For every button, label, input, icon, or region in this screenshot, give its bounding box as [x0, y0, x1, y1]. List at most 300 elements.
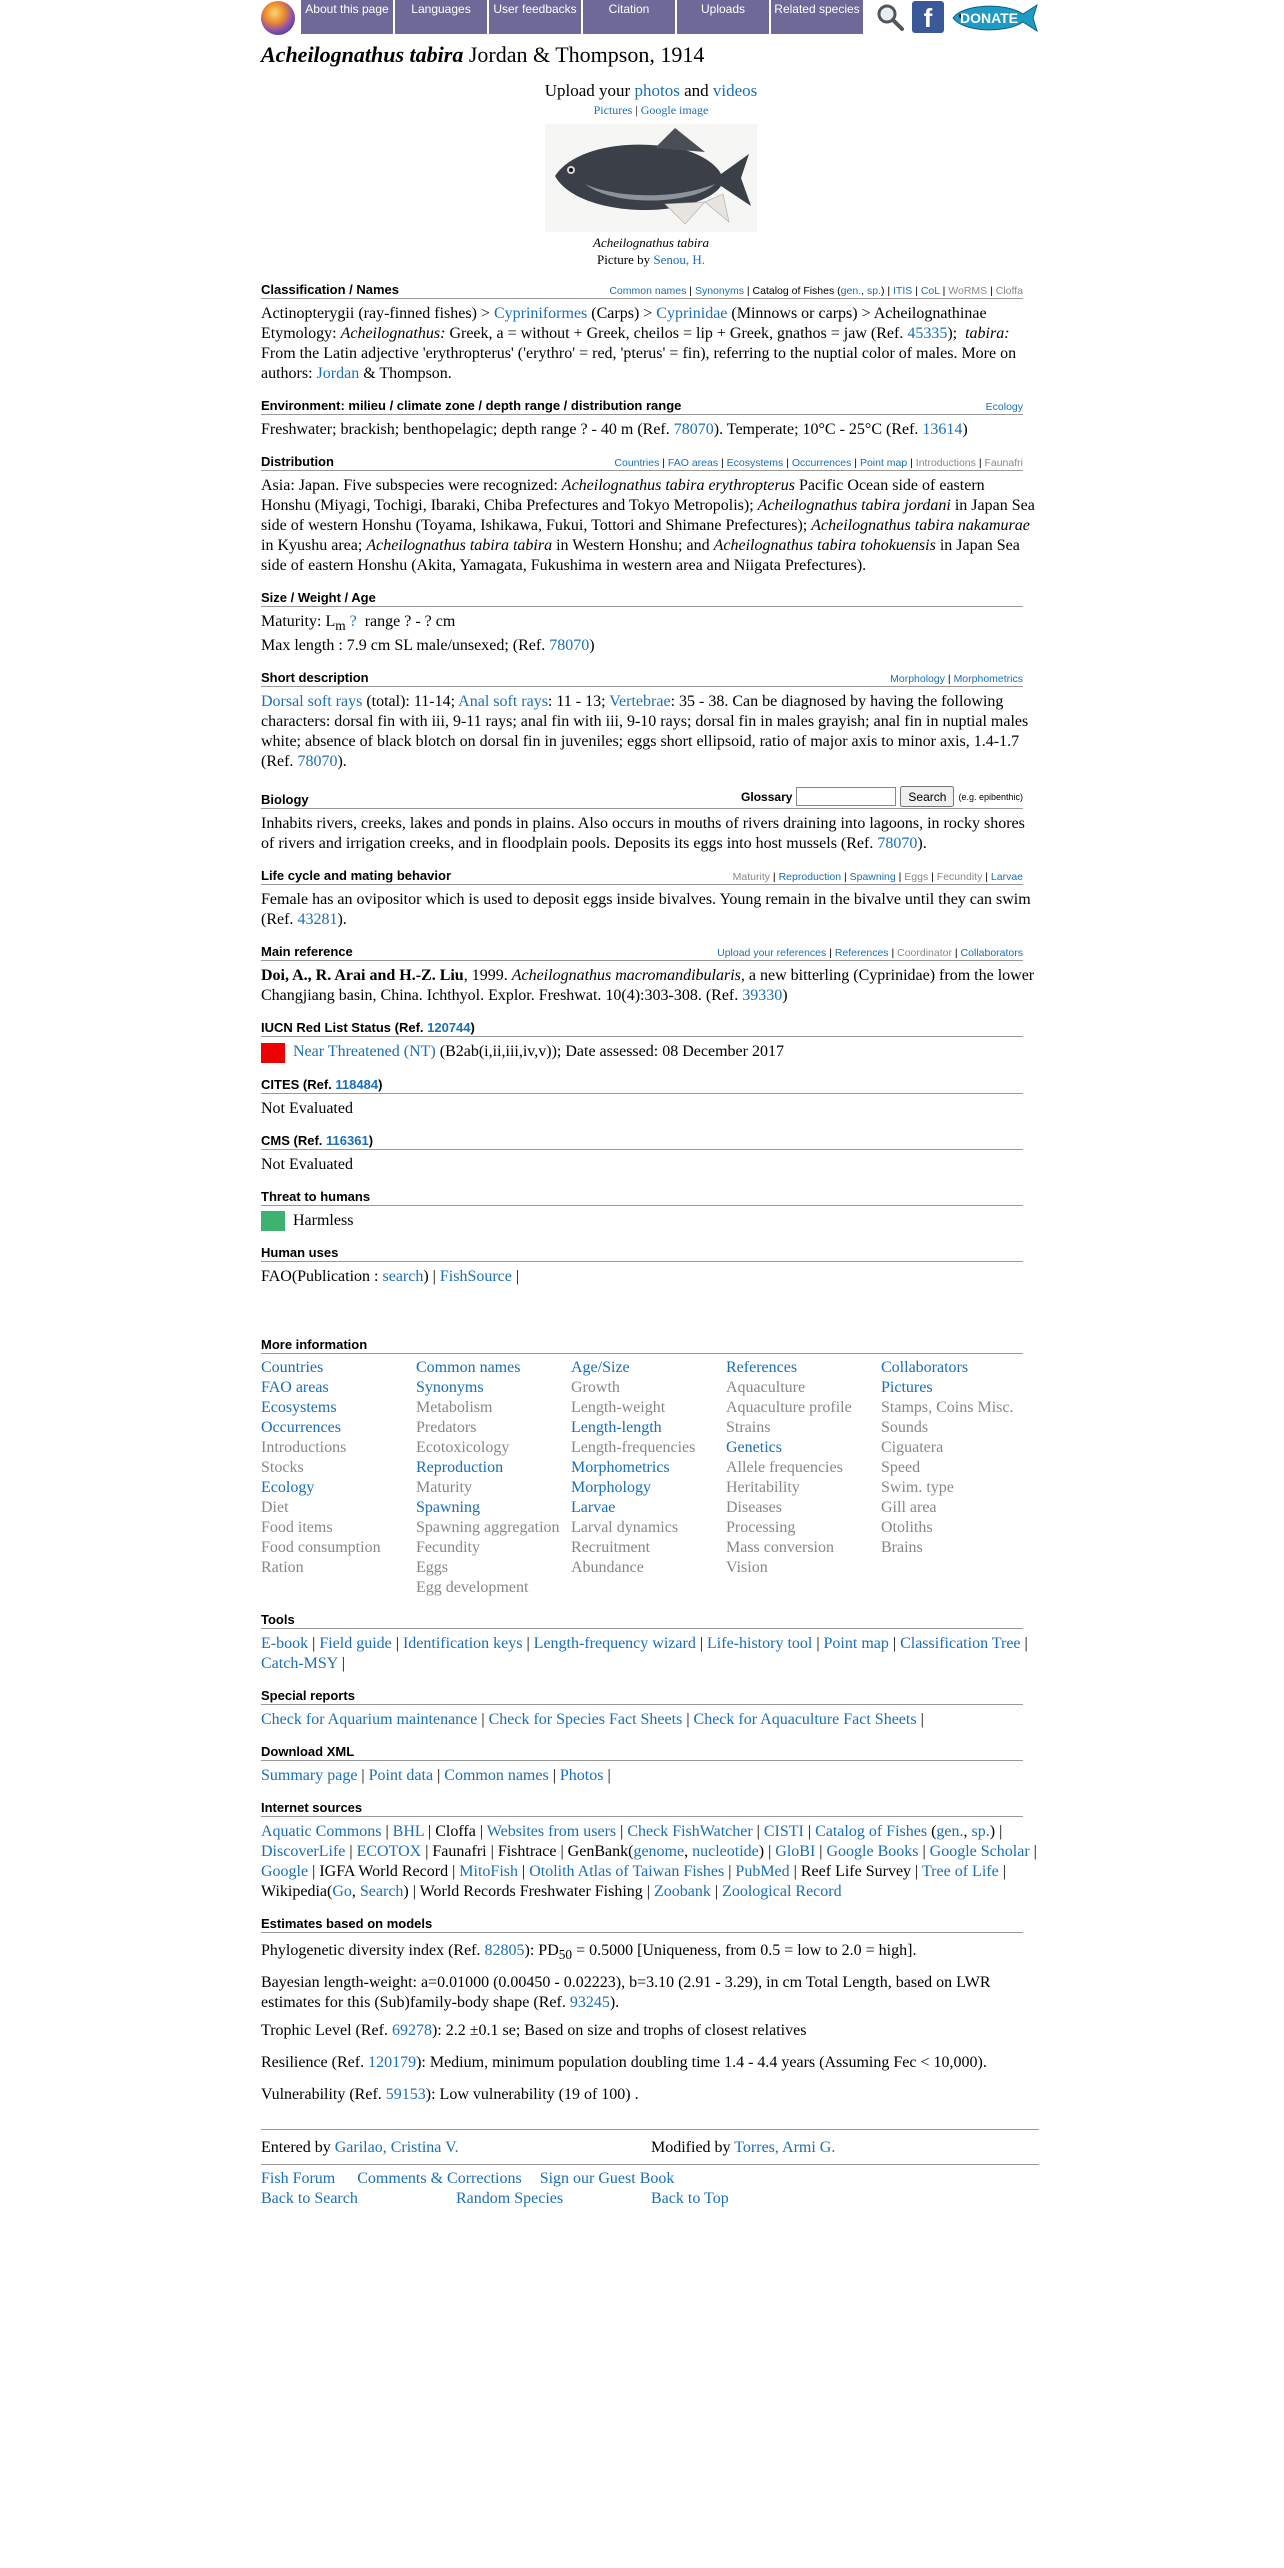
glossary-search — [741, 786, 1023, 807]
dorsal-soft-rays-link[interactable]: Dorsal soft rays — [261, 693, 363, 711]
more-info-link[interactable]: Length-weight — [571, 1398, 666, 1416]
collaborators-link[interactable]: Collaborators — [960, 947, 1023, 960]
lifecycle-links: Maturity | Reproduction | Spawning | Eggs | Fecundity | Larvae — [732, 871, 1023, 884]
nav-languages-button[interactable]: Languages — [395, 0, 489, 34]
synonyms-link[interactable]: Synonyms — [694, 285, 744, 297]
guest-book-link[interactable]: Sign our Guest Book — [539, 2170, 675, 2188]
section-title: Distribution — [261, 454, 334, 469]
more-info-column — [416, 1358, 571, 1598]
introductions-link[interactable]: Introductions — [915, 457, 976, 469]
vul-text: ): Low vulnerability (19 of 100) . — [425, 2086, 639, 2104]
separator: | — [433, 1766, 445, 1784]
ref-link[interactable]: 69278 — [391, 2022, 432, 2040]
fao-areas-link[interactable]: FAO areas — [667, 457, 719, 469]
facebook-icon[interactable]: f — [912, 1, 944, 33]
family-link[interactable]: Cyprinidae — [656, 305, 728, 322]
catalog-end: ) — [880, 285, 885, 297]
maturity-sub: m — [335, 618, 346, 634]
iucn-status-swatch — [261, 1043, 285, 1063]
environment-text: ). Temperate; 10°C - 25°C (Ref. — [713, 421, 919, 438]
more-info-link[interactable]: Occurrences — [261, 1418, 341, 1436]
separator: | — [812, 1634, 824, 1652]
special-reports-list — [261, 1710, 1037, 1730]
more-info-link[interactable]: Diet — [261, 1498, 289, 1516]
reference-links: Upload your references | References | Coordinator | Collaborators — [717, 947, 1023, 960]
more-info-link[interactable]: Age/Size — [571, 1358, 630, 1376]
fish-forum-link[interactable]: Fish Forum — [261, 2170, 336, 2188]
ref-link[interactable]: 13614 — [922, 421, 963, 438]
desc-text: : 35 - 38. Can be diagnosed by having the following characters: dorsal fin with iii, 9-11 rays; anal fin with iii, 9-10 rays; dorsal fin in males grayish; anal fin in nuptial males white; absence of black blotch on dorsal fin in juveniles; eggs short ellipsoid, ratio of major axis to minor axis, 1.4-1.7 (Ref. — [261, 693, 1029, 771]
ref-link[interactable]: 118484 — [335, 1076, 379, 1092]
footer-links-1 — [261, 2169, 1039, 2189]
species-author: Jordan & Thompson, 1914 — [468, 42, 705, 67]
section-title — [261, 1077, 382, 1092]
upload-and: and — [684, 81, 709, 100]
eggs-link[interactable]: Eggs — [904, 871, 929, 884]
caption-species: Acheilognathus tabira — [593, 235, 709, 250]
tool-link[interactable]: Life-history tool — [707, 1634, 813, 1652]
close-paren: ) — [782, 987, 788, 1005]
cms-section — [261, 1133, 1041, 1175]
cites-text: Not Evaluated — [261, 1099, 353, 1117]
common-names-link[interactable]: Common names — [609, 285, 687, 297]
separator: | — [916, 1710, 924, 1728]
cisti-link[interactable]: CISTI — [763, 1822, 804, 1840]
subspecies-name: Acheilognathus tabira nakamurae — [811, 517, 1030, 534]
res-text: ): Medium, minimum population doubling time 1.4 - 4.4 years (Assuming Fec < 10,000). — [416, 2054, 987, 2072]
modified-by-label: Modified by — [651, 2139, 731, 2157]
donate-label: DONATE — [959, 10, 1019, 26]
websites-from-users-link[interactable]: Websites from users — [486, 1822, 617, 1840]
classification-section — [261, 282, 1041, 384]
entered-by-link[interactable]: Garilao, Cristina V. — [334, 2139, 459, 2157]
dist-text: in Japan Sea side of western Honshu (Toyama, Ishikawa, Fukui, Tottori and Shimane Prefectures); — [261, 497, 1035, 534]
globi-link[interactable]: GloBI — [775, 1842, 816, 1860]
tools-section — [261, 1612, 1041, 1674]
google-image-link[interactable]: Google image — [640, 103, 709, 117]
genbank-text: GenBank( — [567, 1842, 634, 1860]
catalog-of-fishes-link[interactable]: Catalog of Fishes — [815, 1822, 928, 1840]
nav-user-feedbacks-button[interactable]: User feedbacks — [489, 0, 583, 34]
fishtrace-text: Fishtrace — [497, 1842, 557, 1860]
close-paren: ). — [337, 911, 347, 929]
fao-search-link[interactable]: search — [382, 1267, 424, 1285]
larvae-link[interactable]: Larvae — [990, 871, 1023, 884]
troph-text: ): 2.2 ±0.1 se; Based on size and trophs of closest relatives — [431, 2022, 807, 2040]
more-info-link[interactable]: Ration — [261, 1558, 304, 1576]
special-reports-section — [261, 1688, 1041, 1730]
environment-text: Freshwater; brackish; benthopelagic; depth range ? - 40 m (Ref. — [261, 421, 670, 438]
fishbase-logo-icon[interactable] — [261, 1, 295, 35]
nav-buttons — [301, 0, 865, 34]
section-title: Estimates based on models — [261, 1915, 433, 1931]
fishwatcher-link[interactable]: Check FishWatcher — [627, 1822, 753, 1840]
size-section — [261, 590, 1041, 656]
cites-section — [261, 1077, 1041, 1119]
res-text: Resilience (Ref. — [261, 2054, 365, 2072]
photographer-link[interactable]: Senou, H. — [653, 252, 705, 267]
page-title — [261, 40, 1041, 70]
human-text: ) | — [423, 1267, 436, 1285]
cloffa-link[interactable]: Cloffa — [995, 285, 1023, 297]
more-info-link[interactable]: Aquaculture profile — [726, 1398, 852, 1416]
section-title: Size / Weight / Age — [261, 590, 376, 605]
distribution-links: Countries | FAO areas | Ecosystems | Occurrences | Point map | Introductions | Faunafri — [614, 457, 1023, 469]
upload-line — [261, 80, 1041, 102]
google-scholar-link[interactable]: Google Scholar — [929, 1842, 1030, 1860]
tool-link[interactable]: Point map — [823, 1634, 889, 1652]
short-description-section — [261, 670, 1041, 772]
fish-picture[interactable] — [545, 124, 757, 232]
faunafri-link[interactable]: Faunafri — [984, 457, 1023, 469]
vul-text: Vulnerability (Ref. — [261, 2086, 382, 2104]
dist-text: in Kyushu area; — [261, 537, 363, 554]
vertebrae-link[interactable]: Vertebrae — [609, 693, 671, 711]
zoological-record-link[interactable]: Zoological Record — [722, 1882, 842, 1900]
pubmed-link[interactable]: PubMed — [735, 1862, 790, 1880]
more-info-link[interactable]: Stamps, Coins Misc. — [881, 1398, 1014, 1416]
google-books-link[interactable]: Google Books — [826, 1842, 919, 1860]
close-paren: ) — [470, 1020, 475, 1036]
order-link[interactable]: Cypriniformes — [493, 305, 588, 322]
section-title: Tools — [261, 1611, 295, 1627]
itis-link[interactable]: ITIS — [893, 285, 913, 297]
ref-link[interactable]: 78070 — [549, 637, 590, 655]
references-link[interactable]: References — [834, 947, 889, 960]
worms-link[interactable]: WoRMS — [948, 285, 988, 297]
main-reference-section — [261, 944, 1041, 1006]
more-info-link[interactable]: Allele frequencies — [726, 1458, 843, 1476]
nucleotide-link[interactable]: nucleotide — [692, 1842, 759, 1860]
etymology — [261, 324, 1037, 384]
upload-videos-link[interactable]: videos — [712, 81, 758, 100]
modified-by-link[interactable]: Torres, Armi G. — [734, 2139, 836, 2157]
ref-link[interactable]: 82805 — [484, 1941, 525, 1959]
glossary-search-button[interactable]: Search — [900, 786, 954, 807]
reference-year: , 1999. — [463, 967, 508, 985]
tool-link[interactable]: Classification Tree — [900, 1634, 1021, 1652]
more-info-link[interactable]: Morphology — [571, 1478, 651, 1496]
countries-link[interactable]: Countries — [614, 457, 660, 469]
wikipedia-go-link[interactable]: Go — [332, 1882, 352, 1900]
more-information-grid — [261, 1358, 1041, 1598]
google-link[interactable]: Google — [261, 1862, 309, 1880]
more-info-link[interactable]: Maturity — [416, 1478, 472, 1496]
section-title: Main reference — [261, 944, 353, 960]
distribution-text — [261, 476, 1037, 576]
more-info-link[interactable]: Length-frequencies — [571, 1438, 696, 1456]
download-xml-link[interactable]: Photos — [559, 1766, 604, 1784]
more-info-link[interactable]: Predators — [416, 1418, 477, 1436]
more-info-link[interactable]: Otoliths — [881, 1518, 933, 1536]
special-report-link[interactable]: Check for Species Fact Sheets — [488, 1710, 683, 1728]
iucn-status-link[interactable]: Near Threatened (NT) — [293, 1043, 436, 1061]
more-info-link[interactable]: Heritability — [726, 1478, 800, 1496]
genome-link[interactable]: genome — [633, 1842, 685, 1860]
entered-by-label: Entered by — [261, 2139, 331, 2157]
catalog-gen-link[interactable]: gen. — [840, 285, 862, 297]
more-info-link[interactable]: Processing — [726, 1518, 796, 1536]
section-title — [261, 1020, 475, 1035]
download-xml-section — [261, 1744, 1041, 1786]
maturity-label: Maturity: L — [261, 613, 336, 630]
otolith-atlas-link[interactable]: Otolith Atlas of Taiwan Fishes — [529, 1862, 725, 1880]
more-info-link[interactable]: Food consumption — [261, 1538, 381, 1556]
glossary-example: (e.g. epibenthic) — [958, 791, 1023, 802]
tool-link[interactable]: Catch-MSY — [261, 1654, 338, 1672]
tools-list — [261, 1634, 1037, 1674]
ref-link[interactable]: 59153 — [385, 2086, 426, 2104]
tool-link[interactable]: E-book — [261, 1634, 309, 1652]
section-title: Threat to humans — [261, 1188, 371, 1204]
resilience — [261, 2053, 1037, 2073]
species-name: Acheilognathus tabira — [261, 42, 464, 67]
biology-text: Inhabits rivers, creeks, lakes and ponds in plains. Also occurs in mouths of rivers draining into lagoons, in rocky shores of rivers and irrigation creeks, and in floodplain pools. Deposits its eggs into host mussels (Ref. — [261, 815, 1025, 853]
section-title: Biology — [261, 792, 309, 808]
more-info-link[interactable]: Diseases — [726, 1498, 782, 1516]
nav-about-button[interactable]: About this page — [301, 0, 395, 34]
more-info-link[interactable]: FAO areas — [261, 1378, 329, 1396]
point-map-link[interactable]: Point map — [859, 457, 908, 469]
ref-link[interactable]: 78070 — [673, 421, 714, 438]
section-title: Classification / Names — [261, 282, 399, 297]
more-info-link[interactable]: Food items — [261, 1518, 333, 1536]
comments-corrections-link[interactable]: Comments & Corrections — [357, 2170, 522, 2188]
author-jordan-link[interactable]: Jordan — [316, 365, 360, 382]
human-uses-section — [261, 1245, 1041, 1287]
more-info-link[interactable]: Gill area — [881, 1498, 937, 1516]
more-info-link[interactable]: References — [726, 1358, 798, 1376]
tool-link[interactable]: Identification keys — [402, 1634, 523, 1652]
section-title: Special reports — [261, 1687, 355, 1703]
maturity-line — [261, 612, 1037, 636]
catalog-sp-link[interactable]: sp. — [971, 1822, 990, 1840]
pd-sub: 50 — [558, 1947, 573, 1963]
threat-text: Harmless — [293, 1211, 354, 1229]
pictures-link[interactable]: Pictures — [593, 103, 633, 117]
more-info-link[interactable]: Ciguatera — [881, 1438, 944, 1456]
more-info-link[interactable]: Spawning — [416, 1498, 480, 1516]
reproduction-link[interactable]: Reproduction — [778, 871, 842, 884]
more-info-link[interactable]: Spawning aggregation — [416, 1518, 560, 1536]
download-xml-link[interactable]: Summary page — [261, 1766, 358, 1784]
more-info-link[interactable]: Larval dynamics — [571, 1518, 679, 1536]
more-info-link[interactable]: Pictures — [881, 1378, 933, 1396]
more-info-link[interactable]: Ecotoxicology — [416, 1438, 510, 1456]
back-to-search-link[interactable]: Back to Search — [261, 2190, 358, 2208]
separator: | — [337, 1654, 345, 1672]
bhl-link[interactable]: BHL — [392, 1822, 425, 1840]
bayesian-length-weight — [261, 1973, 1037, 2013]
glossary-input[interactable] — [796, 787, 896, 806]
more-info-link[interactable]: Genetics — [726, 1438, 782, 1456]
ref-link[interactable]: 39330 — [742, 987, 783, 1005]
iucn-text: (B2ab(i,ii,iii,iv,v)); Date assessed: 08 December 2017 — [439, 1043, 784, 1061]
maturity-range: range ? - ? cm — [364, 613, 456, 630]
max-length-line — [261, 636, 1037, 656]
mitofish-link[interactable]: MitoFish — [459, 1862, 518, 1880]
separator: | — [308, 1634, 320, 1652]
ref-link[interactable]: 45335 — [907, 325, 948, 342]
threat-section — [261, 1189, 1041, 1231]
bayes-text: ). — [609, 1994, 620, 2012]
occurrences-link[interactable]: Occurrences — [791, 457, 852, 469]
lifecycle-text: Female has an ovipositor which is used to deposit eggs inside bivalves. Young remain in the bivalve until they can swim (Ref. — [261, 891, 1031, 929]
subspecies-name: Acheilognathus tabira jordani — [757, 497, 951, 514]
maturity-link[interactable]: Maturity — [732, 871, 771, 884]
spawning-link[interactable]: Spawning — [849, 871, 896, 884]
catalog-sp-link[interactable]: sp. — [866, 285, 881, 297]
pd-text: Phylogenetic diversity index (Ref. — [261, 1941, 481, 1959]
etym-text: From the Latin adjective 'erythropterus' ('erythro' = red, 'pterus' = fin), referring to the nuptial color of males. More on authors: — [261, 345, 1017, 382]
separator: | — [357, 1766, 369, 1784]
more-info-link[interactable]: Metabolism — [416, 1398, 493, 1416]
close-paren: ) — [589, 637, 595, 655]
cms-text: Not Evaluated — [261, 1155, 353, 1173]
more-info-link[interactable]: Recruitment — [571, 1538, 651, 1556]
section-title — [261, 1133, 373, 1148]
ref-link[interactable]: 120179 — [368, 2054, 417, 2072]
more-info-link[interactable]: Ecosystems — [261, 1398, 337, 1416]
download-xml-link[interactable]: Common names — [444, 1766, 549, 1784]
more-info-link[interactable]: Collaborators — [881, 1358, 969, 1376]
more-info-link[interactable]: Abundance — [571, 1558, 644, 1576]
desc-text: : 11 - 13; — [547, 693, 606, 711]
ref-link[interactable]: 116361 — [326, 1132, 369, 1148]
taxonomy-family-common: (Minnows or carps) > Acheilognathinae — [731, 305, 987, 322]
close-paren: ). — [337, 753, 347, 771]
more-info-link[interactable]: Larvae — [571, 1498, 616, 1516]
separator: | — [515, 1267, 520, 1285]
subspecies-name: Acheilognathus tabira erythropterus — [561, 477, 795, 494]
fishsource-link[interactable]: FishSource — [439, 1267, 512, 1285]
more-info-link[interactable]: Eggs — [416, 1558, 448, 1576]
back-to-top-link[interactable]: Back to Top — [651, 2190, 729, 2208]
ref-link[interactable]: 43281 — [297, 911, 338, 929]
morphometrics-link[interactable]: Morphometrics — [953, 673, 1023, 686]
fecundity-link[interactable]: Fecundity — [936, 871, 983, 884]
catalog-label: Catalog of Fishes ( — [752, 285, 841, 297]
search-icon[interactable] — [875, 2, 905, 32]
more-info-link[interactable]: Mass conversion — [726, 1538, 834, 1556]
close-paren: ). — [917, 835, 927, 853]
trophic-level — [261, 2021, 1037, 2041]
donate-button[interactable] — [949, 2, 1041, 34]
etym-text: Greek, a = without + Greek, cheilos = lip + Greek, gnathos = jaw (Ref. — [449, 325, 904, 342]
taxonomy-class: Actinopterygii (ray-finned fishes) > — [261, 305, 490, 322]
ecology-link[interactable]: Ecology — [985, 401, 1023, 413]
environment-text: ) — [962, 421, 968, 438]
cloffa-text: Cloffa — [435, 1822, 476, 1840]
wikipedia-search-link[interactable]: Search — [359, 1882, 404, 1900]
more-info-link[interactable]: Common names — [416, 1358, 521, 1376]
more-info-link[interactable]: Brains — [881, 1538, 923, 1556]
dist-text: Pacific Ocean side of eastern Honshu (Miyagi, Tochigi, Ibaraki, Chiba Prefectures and Tokyo Metropolis); — [261, 477, 985, 514]
ref-link[interactable]: 78070 — [877, 835, 918, 853]
ecotox-link[interactable]: ECOTOX — [356, 1842, 422, 1860]
close-paren: ) — [368, 1132, 374, 1148]
desc-text: (total): 11-14; — [366, 693, 456, 711]
close-paren: ) — [378, 1076, 383, 1092]
tool-link[interactable]: Field guide — [319, 1634, 392, 1652]
section-title: Short description — [261, 670, 369, 686]
nav-related-species-button[interactable]: Related species — [771, 0, 865, 34]
iucn-title: IUCN Red List Status (Ref. — [261, 1020, 424, 1036]
internet-sources-section — [261, 1800, 1041, 1902]
upload-references-link[interactable]: Upload your references — [717, 947, 827, 960]
biology-section — [261, 786, 1041, 854]
anal-soft-rays-link[interactable]: Anal soft rays — [458, 693, 548, 711]
ecosystems-link[interactable]: Ecosystems — [726, 457, 784, 469]
pd-text: = 0.5000 [Uniqueness, from 0.5 = low to 2.0 = high]. — [576, 1941, 917, 1959]
morphology-link[interactable]: Morphology — [890, 673, 945, 686]
more-info-link[interactable]: Synonyms — [416, 1378, 484, 1396]
download-xml-link[interactable]: Point data — [368, 1766, 434, 1784]
coordinator-link[interactable]: Coordinator — [897, 947, 952, 960]
ref-link[interactable]: 120744 — [427, 1020, 471, 1036]
more-info-link[interactable]: Speed — [881, 1458, 921, 1476]
subspecies-name: Acheilognathus tabira tohokuensis — [713, 537, 936, 554]
separator: | — [522, 1634, 534, 1652]
separator: | — [1020, 1634, 1028, 1652]
more-info-link[interactable]: Strains — [726, 1418, 771, 1436]
more-info-link[interactable]: Introductions — [261, 1438, 347, 1456]
more-info-link[interactable]: Reproduction — [416, 1458, 504, 1476]
more-info-link[interactable]: Ecology — [261, 1478, 315, 1496]
upload-photos-link[interactable]: photos — [634, 81, 680, 100]
estimates-section — [261, 1916, 1041, 2105]
more-info-link[interactable]: Sounds — [881, 1418, 929, 1436]
bayes-text: Bayesian length-weight: a=0.01000 (0.00450 - 0.02223), b=3.10 (2.91 - 3.29), in cm Total Length, based on LWR estimates for this (Sub)family-body shape (Ref. — [261, 1974, 991, 2012]
distribution-section — [261, 454, 1041, 576]
more-info-link[interactable]: Morphometrics — [571, 1458, 670, 1476]
reference-species: Acheilognathus macromandibularis — [511, 967, 741, 985]
more-info-link[interactable]: Swim. type — [881, 1478, 954, 1496]
tree-of-life-link[interactable]: Tree of Life — [921, 1862, 999, 1880]
cms-title: CMS (Ref. — [261, 1132, 323, 1148]
pd-text: ): PD — [524, 1941, 559, 1959]
special-report-link[interactable]: Check for Aquaculture Fact Sheets — [693, 1710, 917, 1728]
nav-citation-button[interactable]: Citation — [583, 0, 677, 34]
more-info-link[interactable]: Countries — [261, 1358, 324, 1376]
section-title: Human uses — [261, 1244, 339, 1260]
discoverlife-link[interactable]: DiscoverLife — [261, 1842, 346, 1860]
environment-section — [261, 398, 1041, 440]
ref-link[interactable]: 93245 — [569, 1994, 610, 2012]
more-info-link[interactable]: Growth — [571, 1378, 620, 1396]
more-info-link[interactable]: Length-length — [571, 1418, 662, 1436]
random-species-link[interactable]: Random Species — [456, 2190, 564, 2208]
taxonomy-order-common: (Carps) > — [591, 305, 653, 322]
lifecycle-section — [261, 868, 1041, 930]
tool-link[interactable]: Length-frequency wizard — [533, 1634, 696, 1652]
more-info-link[interactable]: Egg development — [416, 1578, 529, 1596]
separator: | — [548, 1766, 560, 1784]
catalog-gen-link[interactable]: gen. — [936, 1822, 964, 1840]
more-info-link[interactable]: Aquaculture — [726, 1378, 806, 1396]
dist-text: Asia: Japan. Five subspecies were recognized: — [261, 477, 558, 494]
zoobank-link[interactable]: Zoobank — [654, 1882, 711, 1900]
more-info-link[interactable]: Stocks — [261, 1458, 304, 1476]
aquatic-commons-link[interactable]: Aquatic Commons — [261, 1822, 382, 1840]
special-report-link[interactable]: Check for Aquarium maintenance — [261, 1710, 478, 1728]
ref-link[interactable]: 78070 — [297, 753, 338, 771]
more-info-link[interactable]: Fecundity — [416, 1538, 480, 1556]
nav-uploads-button[interactable]: Uploads — [677, 0, 771, 34]
more-info-link[interactable]: Vision — [726, 1558, 768, 1576]
maturity-link[interactable]: ? — [349, 613, 357, 630]
col-link[interactable]: CoL — [920, 285, 940, 297]
